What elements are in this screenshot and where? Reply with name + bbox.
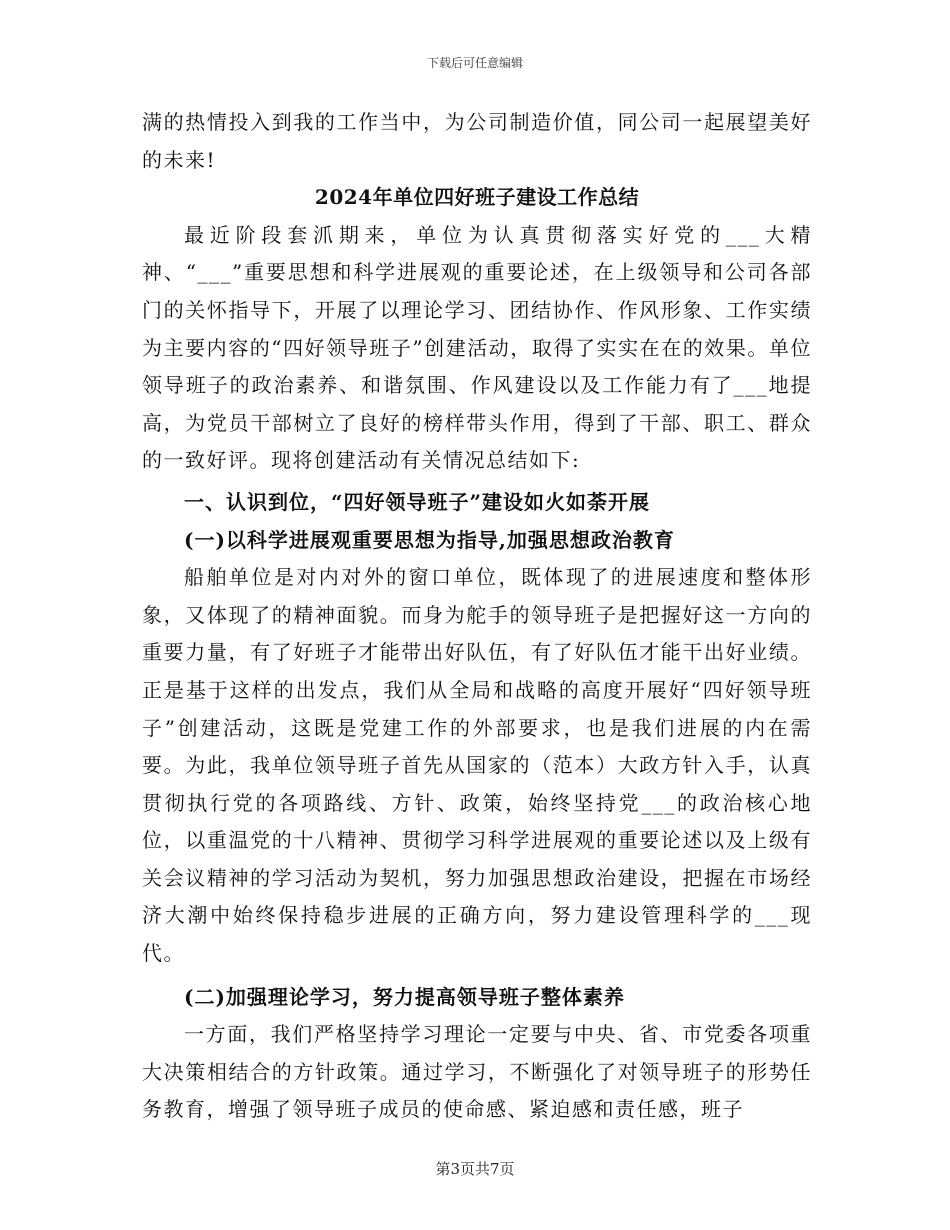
- page-footer: 第3页共7页: [435, 1160, 515, 1178]
- continued-paragraph: 满的热情投入到我的工作当中，为公司制造价值，同公司一起展望美好的未来!: [142, 110, 812, 172]
- document-body: [142, 104, 812, 1129]
- document-title: 2024年单位四好班子建设工作总结: [314, 185, 640, 210]
- intro-paragraph: 最近阶段套沠期来，单位为认真贯彻落实好党的___大精神、“___”重要思想和科学进展观的重要论述，在上级领导和公司各部门的关怀指导下，开展了以理论学习、团结协作、作风形象、工作实绩为主要内容的“四好领导班子”创建活动，取得了实实在在的效果。单位领导班子的政治素养、和谐氛围、作风建设以及工作能力有了___地提高，为党员干部树立了良好的榜样带头作用，得到了干部、职工、群众的一致好评。现将创建活动有关情况总结如下:: [142, 222, 812, 473]
- subsection-paragraph-2: 一方面，我们严格坚持学习理论一定要与中央、省、市党委各项重大决策相结合的方针政策。通过学习，不断强化了对领导班子的形势任务教育，增强了领导班子成员的使命感、紧迫感和责任感，班子: [142, 1022, 812, 1122]
- subsection-heading-2: (二)加强理论学习，努力提高领导班子整体素养: [184, 984, 625, 1009]
- section-heading-1: 一、认识到位，“四好领导班子”建设如火如荼开展: [184, 489, 651, 514]
- subsection-paragraph-1: 船舶单位是对内对外的窗口单位，既体现了的进展速度和整体形象，又体现了的精神面貌。而身为舵手的领导班子是把握好这一方向的重要力量，有了好班子才能带出好队伍，有了好队伍才能干出好业绩。正是基于这样的出发点，我们从全局和战略的高度开展好“四好领导班子”创建活动，这既是党建工作的外部要求，也是我们进展的内在需要。为此，我单位领导班子首先从国家的（范本）大政方针入手，认真贯彻执行党的各项路线、方针、政策，始终坚持党___的政治核心地位，以重温党的十八精神、贯彻学习科学进展观的重要论述以及上级有关会议精神的学习活动为契机，努力加强思想政治建设，把握在市场经济大潮中始终保持稳步进展的正确方向，努力建设管理科学的___现代。: [142, 565, 812, 966]
- page-header: 下载后可任意编辑: [426, 56, 523, 70]
- subsection-heading-1: (一)以科学进展观重要思想为指导,加强思想政治教育: [184, 527, 675, 552]
